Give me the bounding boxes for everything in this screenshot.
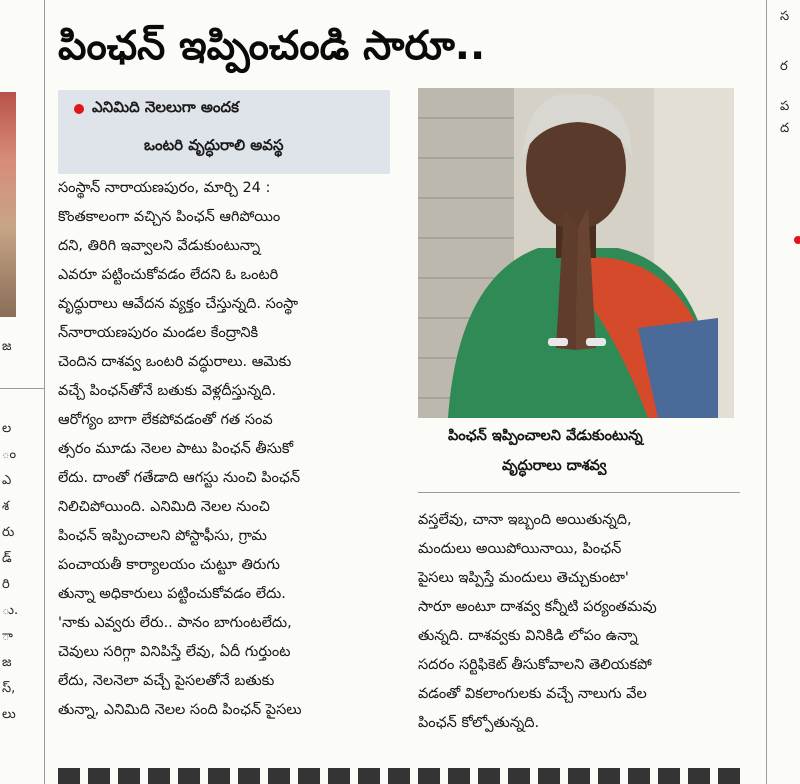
column-rule-right <box>766 0 767 784</box>
body-line: లేదు, నెలనెలా వచ్చే పైసలతోనే బతుకు <box>58 673 275 689</box>
body-line: ఎవరూ పట్టించుకోవడం లేదని ఓ ఒంటరి <box>58 267 279 283</box>
edge-text: రి <box>2 577 10 592</box>
body-line: త్సరం మూడు నెలల పాటు పింఛన్ తీసుకో <box>58 441 294 457</box>
red-bullet-icon <box>74 104 84 114</box>
body-line: నిలిచిపోయింది. ఎనిమిది నెలల నుంచి <box>58 499 270 515</box>
body-line: సదరం సర్టిఫికెట్ తీసుకోవాలని తెలియకపో <box>418 657 652 673</box>
article-body-column-2 <box>418 510 748 750</box>
edge-text: రు <box>2 525 15 540</box>
body-line: పైసలు ఇప్పిస్తే మందులు తెచ్చుకుంటా' <box>418 570 629 586</box>
body-line: దని, తిరిగి ఇవ్వాలని వేడుకుంటున్నా <box>58 238 261 254</box>
caption-line-1: పింఛన్ ఇప్పించాలని వేడుకుంటున్న <box>448 428 643 444</box>
edge-text: ర <box>780 59 788 74</box>
next-article-headline-cropped <box>58 768 748 784</box>
body-line: చెందిన దాశవ్వ ఒంటరి వద్ధురాలు. ఆమెకు <box>58 354 292 370</box>
right-adjacent-column <box>772 0 800 784</box>
body-line: 'నాకు ఎవ్వరు లేరు.. పానం బాగుంటలేదు, <box>58 615 292 631</box>
body-line: తున్నా అధికారులు పట్టించుకోవడం లేదు. <box>58 586 286 602</box>
edge-text: ఎ <box>2 473 12 488</box>
caption-line-2: వృద్ధురాలు దాశవ్వ <box>502 458 607 474</box>
article-deck <box>58 90 390 174</box>
edge-text: శ <box>2 499 10 514</box>
body-line: మందులు అయిపోయినాయి, పింఛన్ <box>418 541 622 557</box>
body-line: కొంతకాలంగా వచ్చిన పింఛన్ ఆగిపోయిం <box>58 209 281 225</box>
edge-text: ద <box>780 121 790 136</box>
elderly-woman-photo <box>418 88 734 418</box>
body-line: సారూ అంటూ దాశవ్వ కన్నీటి పర్యంతమవు <box>418 599 657 615</box>
body-line: వృద్ధురాలు ఆవేదన వ్యక్తం చేస్తున్నది. సంస్థా <box>58 296 299 312</box>
left-adjacent-column <box>0 336 42 776</box>
body-line: వచ్చే పింఛన్‌తోనే బతుకు వెళ్లదీస్తున్నది. <box>58 383 277 399</box>
article-body-column-1 <box>58 178 398 748</box>
body-line: వడంతో వికలాంగులకు వచ్చే నాలుగు వేల <box>418 686 647 702</box>
body-line: చెవులు సరిగ్గా వినిపిస్తే లేవు, ఏదీ గుర్తుంట <box>58 644 291 660</box>
body-line: వస్తలేవు, చానా ఇబ్బంది అయితున్నది, <box>418 512 632 528</box>
photo-caption <box>418 422 740 492</box>
edge-text: డ్ <box>2 551 12 566</box>
edge-text: స్, <box>2 681 16 696</box>
edge-text: లు <box>2 707 16 722</box>
edge-text: ా <box>2 629 13 644</box>
deck-line-2: ఒంటరి వృద్ధురాలి అవస్థ <box>144 136 284 154</box>
body-line: పింఛన్ కోల్పోతున్నది. <box>418 715 540 731</box>
article-photo <box>418 88 734 418</box>
body-line: లేదు. దాంతో గతేడాది ఆగస్టు నుంచి పింఛన్ <box>58 470 301 486</box>
body-line: తున్నా, ఎనిమిది నెలల సంది పింఛన్ పైసలు <box>58 702 302 718</box>
edge-text: ం <box>2 447 17 462</box>
body-line: న్‌నారాయణపురం మండల కేంద్రానికి <box>58 325 259 341</box>
deck-line-1: ఎనిమిది నెలలుగా అందక <box>92 98 239 116</box>
body-line: పంచాయతీ కార్యాలయం చుట్టూ తిరుగు <box>58 557 280 573</box>
edge-text: జ <box>2 655 12 670</box>
right-bullet <box>794 236 800 244</box>
body-line: సంస్థాన్ నారాయణపురం, మార్చి 24 : <box>58 180 271 196</box>
edge-text: జ <box>2 339 12 354</box>
body-line: పింఛన్ ఇప్పించాలని పోస్టాఫీసు, గ్రామ <box>58 528 267 544</box>
edge-text: ు. <box>2 603 19 618</box>
article-rule-photo <box>418 492 740 493</box>
column-rule-left <box>44 0 45 784</box>
article-headline: పింఛన్ ఇప్పించండి సారూ.. <box>58 23 486 69</box>
edge-text: స <box>780 9 790 24</box>
body-line: తున్నది. దాశవ్వకు వినికిడి లోపం ఉన్నా <box>418 628 638 644</box>
body-line: ఆరోగ్యం బాగా లేకపోవడంతో గత సంవ <box>58 412 273 428</box>
edge-text: ల <box>2 421 12 436</box>
edge-text: ప <box>780 99 790 114</box>
left-adjacent-photo <box>0 92 16 317</box>
